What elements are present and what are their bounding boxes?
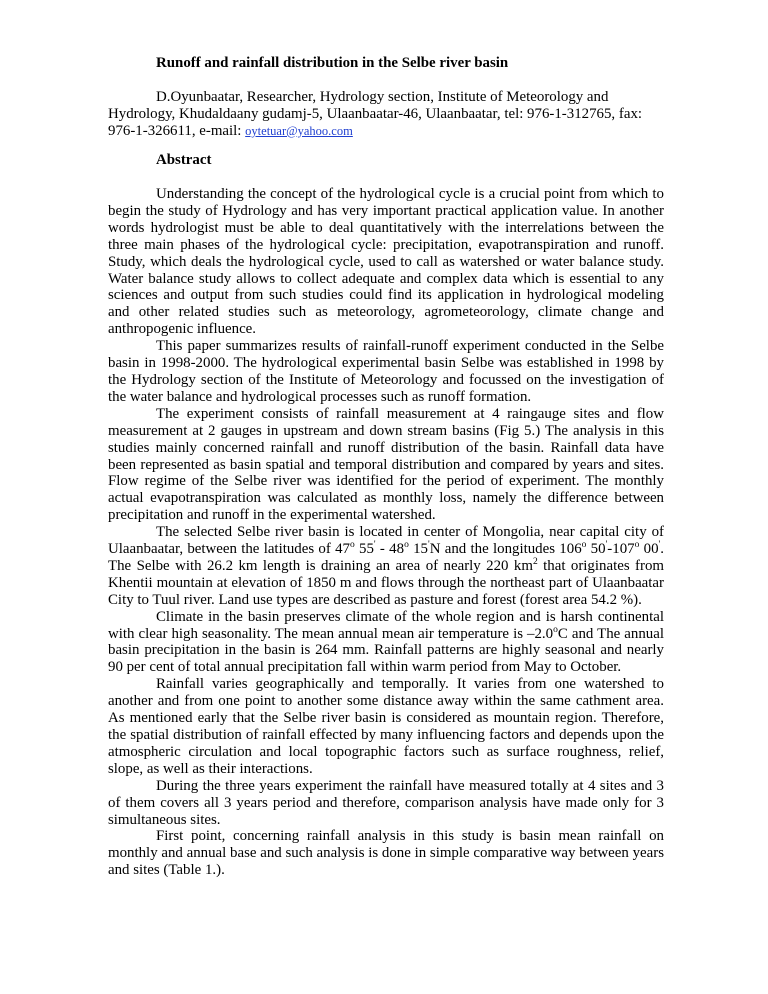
author-affiliation xyxy=(108,89,664,140)
paragraph-3: The experiment consists of rainfall measurement at 4 raingauge sites and flow measurement at 2 gauges in upstream and down stream basins (Fig 5.) The analysis in this studies mainly concerned rainfall and runoff distribution of the basin. Rainfall data have been represented as basin spatial and temporal distribution and compared by years and sites. Flow regime of the Selbe river was identified for the period of experiment. The monthly actual evapotranspiration was calculated as monthly loss, namely the difference between precipitation and runoff in the experimental watershed. xyxy=(108,405,664,524)
author-details: D.Oyunbaatar, Researcher, Hydrology section, Institute of Meteorology and Hydrology, Khudaldaany gudamj-5, Ulaanbaatar-46, Ulaanbaatar, tel: 976-1-312765, fax: 976-1-326611, e-mail: xyxy=(108,89,643,139)
paragraph-4: The selected Selbe river basin is located in center of Mongolia, near capital city of Ulaanbaatar, between the latitudes of 47$^o$ 55' - 48$^o$ 15'N and the longitudes 106$^o$ 50'-107$^o$ 00'. The Selbe with 26.2 km length is draining an area of nearly 220 $km^2$ that originates from Khentii mountain at elevation of 1850 m and flows through the northeast part of Ulaanbaatar City to Tuul river. Land use types are described as pasture and forest (forest area 54.2 %). xyxy=(108,524,664,608)
email-link[interactable]: oytetuar@yahoo.com xyxy=(245,123,353,138)
abstract-body xyxy=(108,186,664,879)
abstract-heading: Abstract xyxy=(156,152,212,168)
paper-title: Runoff and rainfall distribution in the Selbe river basin xyxy=(156,55,509,71)
paragraph-2: This paper summarizes results of rainfall-runoff experiment conducted in the Selbe basin in 1998-2000. The hydrological experimental basin Selbe was established in 1998 by the Hydrology section of the Institute of Meteorology and focussed on the investigation of the water balance and hydrological processes such as runoff formation. xyxy=(108,338,664,405)
paragraph-8: First point, concerning rainfall analysis in this study is basin mean rainfall on monthly and annual base and such analysis is done in simple comparative way between years and sites (Table 1.). xyxy=(108,828,664,879)
paragraph-7: During the three years experiment the rainfall have measured totally at 4 sites and 3 of them covers all 3 years period and therefore, comparison analysis have made only for 3 simultaneous sites. xyxy=(108,777,664,828)
paragraph-5: Climate in the basin preserves climate of the whole region and is harsh continental with clear high seasonality. The mean annual mean air temperature is –2.0$^o$C and The annual basin precipitation in the basin is 264 mm. Rainfall patterns are highly seasonal and nearly 90 per cent of total annual precipitation fall within warm period from May to October. xyxy=(108,608,664,676)
paragraph-1: Understanding the concept of the hydrological cycle is a crucial point from which to begin the study of Hydrology and has very important practical application value. In another words hydrologist must be able to deal quantitatively with the interrelations between the three main phases of the hydrological cycle: precipitation, evapotranspiration and runoff. Study, which deals the hydrological cycle, used to call as watershed or water balance study. Water balance study allows to collect adequate and complex data which is essential to any sciences and output from such studies could find its application in hydrological modeling and other related studies such as meteorology, agrometeorology, climate change and anthropogenic influence. xyxy=(108,186,664,338)
paragraph-6: Rainfall varies geographically and temporally. It varies from one watershed to another and from one point to another some distance away within the same cathment area. As mentioned early that the Selbe river basin is considered as mountain region. Therefore, the spatial distribution of rainfall effected by many influencing factors and depends upon the atmospheric circulation and local topographic factors such as surface roughness, relief, slope, as well as their interactions. xyxy=(108,676,664,777)
